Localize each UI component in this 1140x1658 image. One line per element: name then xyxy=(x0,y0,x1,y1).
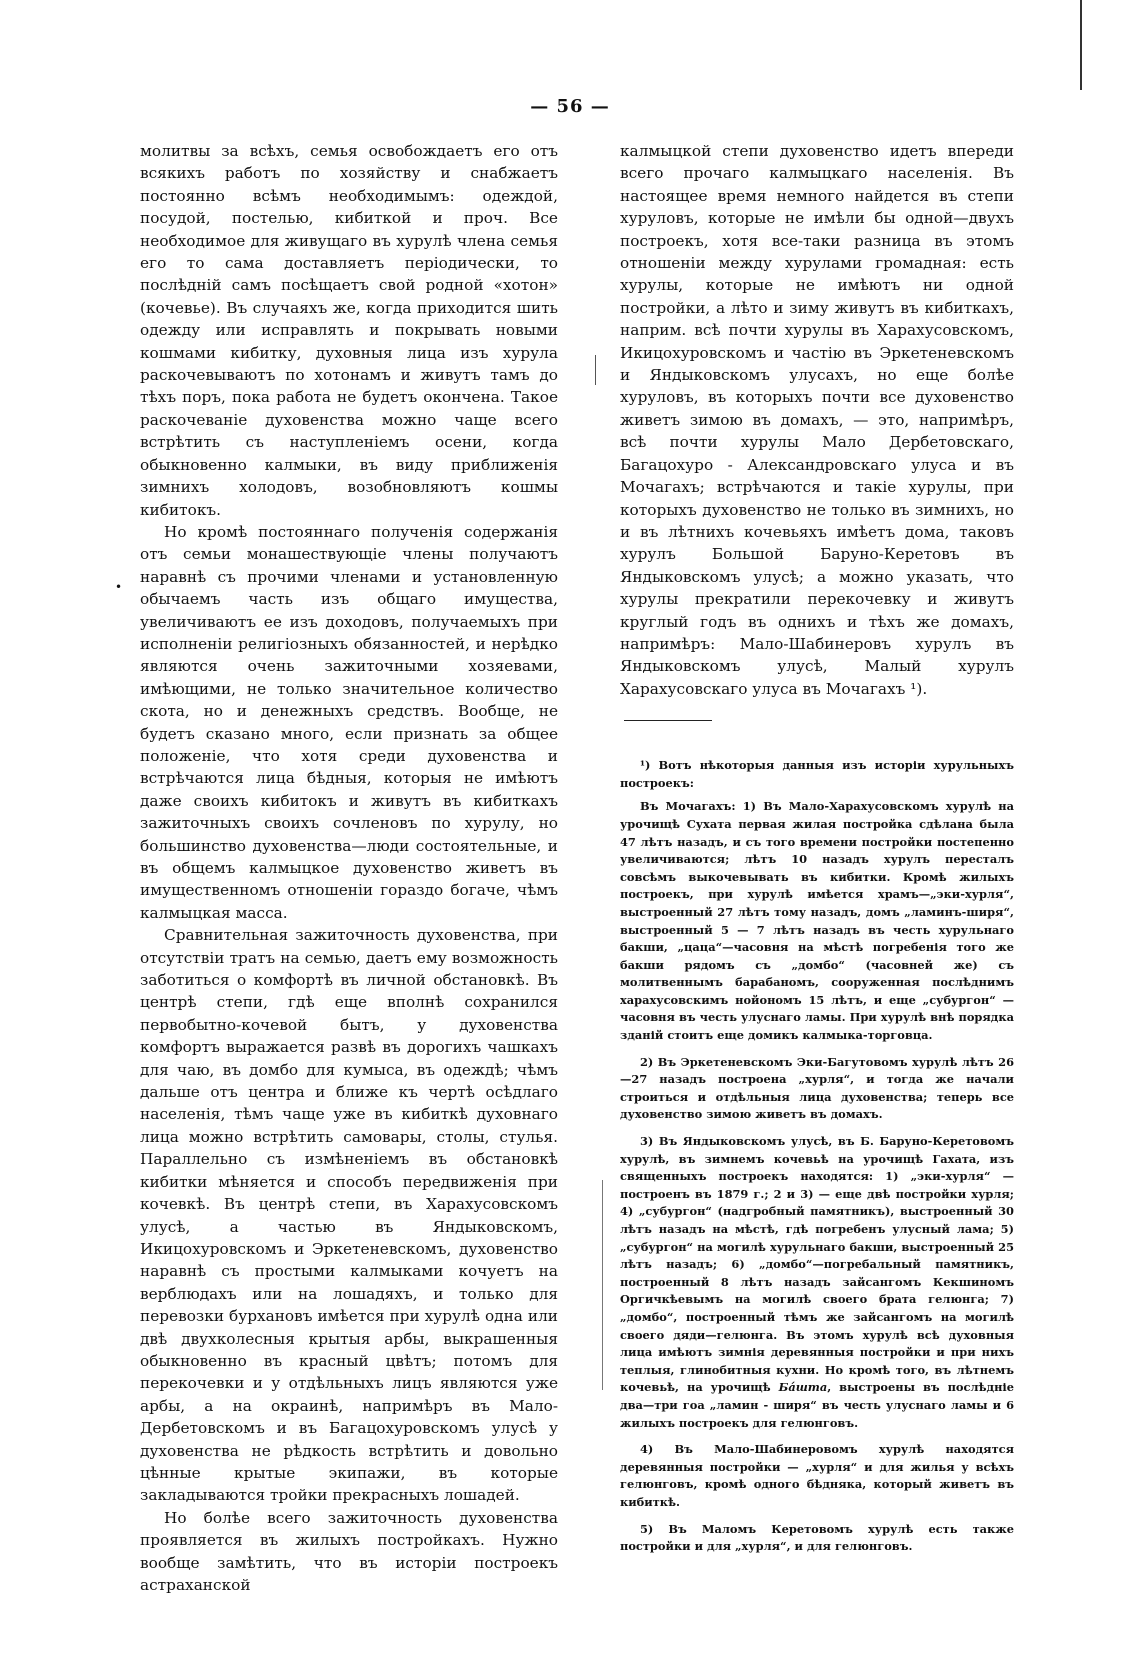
footnote-item: 2) Въ Эркетеневскомъ Эки-Багутовомъ хурулѣ лѣтъ 26—27 назадъ построена „хурля“, и тогда же начали строиться и отдѣльныя лица духовенства; теперь все духовенство зимою живетъ въ домахъ. xyxy=(620,1054,1014,1122)
margin-dot: • xyxy=(115,580,123,594)
footnote-item: 4) Въ Мало-Шабинеровомъ хурулѣ находятся деревянныя постройки — „хурля“ и для жилья у всѣхъ гелюнговъ, кромѣ одного бѣдняка, который живетъ въ кибиткѣ. xyxy=(620,1442,1014,1509)
paragraph: Но кромѣ постояннаго полученія содержанія отъ семьи монашествующіе члены получаютъ наравнѣ съ прочими членами и установленную обычаемъ часть изъ общаго имущества, увеличиваютъ ее изъ доходовъ, получаемыхъ при исполненіи религіозныхъ обязанностей, и нерѣдко являются очень зажиточными хозяевами, имѣющими, не только значительное количество скота, но и денежныхъ средствъ. Вообще, не будетъ сказано много, если признать за общее положеніе, что хотя среди духовенства и встрѣчаются лица бѣдныя, которыя не имѣютъ даже своихъ кибитокъ и живутъ въ кибиткахъ зажиточныхъ своихъ сочленовъ по хурулу, но большинство духовенства—люди состоятельные, и въ общемъ калмыцкое духовенство живетъ въ имущественномъ отношеніи гораздо богаче, чѣмъ калмыцкая масса. xyxy=(140,522,558,922)
footnote-intro: ¹) Вотъ нѣкоторыя данныя изъ исторіи хурульныхъ построекъ: xyxy=(620,758,1014,790)
paragraph-text: калмыцкой степи духовенство идетъ впереди всего прочаго калмыцкаго населенія. Въ настоящее время немного найдется въ степи хуруловъ, которые не имѣли бы одной—двухъ построекъ, хотя все-таки разница въ этомъ отношеніи между хурулами громадная: есть хурулы, которые не имѣютъ ни одной постройки, а лѣто и зиму живутъ въ кибиткахъ, наприм. всѣ почти хурулы въ Харахусовскомъ, Икицохуровскомъ и частію въ Эркетеневскомъ и Яндыковскомъ улусахъ, но еще болѣе хуруловъ, въ которыхъ почти все духовенство живетъ зимою въ домахъ, — это, напримѣръ, всѣ почти хурулы Мало Дербетовскаго, Багацохуро - Александровскаго улуса и въ Мочагахъ; встрѣчаются и такіе хурулы, при которыхъ духовенство не только въ зимнихъ, но и въ лѣтнихъ кочевьяхъ имѣетъ дома, таковъ хурулъ Большой Баруно-Керетовъ въ Яндыковскомъ улусѣ; а можно указать, что хурулы прекратили перекочевку и живутъ круглый годъ въ одниxъ и тѣхъ же домахъ, напримѣръ: Мало-Шабинеровъ хурулъ въ Яндыковскомъ улусѣ, Малый хурулъ Харахусовскаго улуса въ Мочагахъ xyxy=(620,142,1014,698)
scan-margin-mark xyxy=(602,1180,603,1390)
place-name-italic: Бáшта xyxy=(778,1380,828,1395)
right-column xyxy=(620,140,1014,1565)
left-text xyxy=(140,140,558,1596)
footnotes xyxy=(620,757,1014,1556)
footnote-text: 3) Въ Яндыковскомъ улусѣ, въ Б. Баруно-Керетовомъ хурулѣ, въ зимнемъ кочевьѣ на урочищѣ Гахата, изъ священныхъ построекъ находятся: 1) „эки-хурля“ — построенъ въ 1879 г.; 2 и 3) — еще двѣ постройки хурля; 4) „субургон“ (надгробный памятникъ), выстроенный 30 лѣтъ назадъ на мѣстѣ, гдѣ погребенъ улусный лама; 5) „субургон“ на могилѣ хурульнаго бакши, выстроенный 25 лѣтъ назадъ; 6) „домбо“—погребальный памятникъ, построенный 8 лѣтъ назадъ зайсангомъ Кекшиномъ Оргичкѣевымъ на могилѣ своего брата гелюнга; 7) „домбо“, построенный тѣмъ же зайсангомъ на могилѣ своего дяди—гелюнга. Въ этомъ хурулѣ всѣ духовныя лица имѣютъ зимнія деревянныя постройки и при нихъ теплыя, глинобитныя кухни. Но кромѣ того, въ лѣтнемъ кочевьѣ, на урочищѣ xyxy=(620,1134,1014,1395)
footnote-text: , выстроены въ послѣдніе два—три гоа „ламин - шиpя“ въ честь улуснаго ламы и 6 жилыхъ построекъ для гелюнговъ. xyxy=(620,1380,1015,1430)
left-column xyxy=(140,140,558,1596)
paragraph: Но болѣе всего зажиточность духовенства проявляется въ жилыхъ постройкахъ. Нужно вообще замѣтить, что въ исторіи построекъ астраханской xyxy=(140,1508,558,1594)
scan-edge-bar xyxy=(1080,0,1082,90)
paragraph: молитвы за всѣхъ, семья освобождаетъ его отъ всякихъ работъ по хозяйству и снабжаетъ постоянно всѣмъ необходимымъ: одеждой, посудой, постелью, кибиткой и проч. Все необходимое для живущаго въ хурулѣ члена семья его то сама доставляетъ періодически, то послѣдній самъ посѣщаетъ свой родной «хотон» (кочевье). Въ случаяхъ же, когда приходится шить одежду или исправлять и покрывать новыми кошмами кибитку, духовныя лица изъ хурула раскочевываютъ по хотонамъ и живутъ тамъ до тѣхъ поръ, пока работа не будетъ окончена. Такое раскочеваніе духовенства можно чаще всего встрѣтить съ наступленіемъ осени, когда обыкновенно калмыки, въ виду приближенія зимнихъ холодовъ, возобновляютъ кошмы кибитокъ. xyxy=(140,142,558,519)
page-number: — 56 — xyxy=(530,96,610,117)
footnote-item: Въ Мочагахъ: 1) Въ Мало-Харахусовскомъ хурулѣ на урочищѣ Сухата первая жилая постройка сдѣлана была 47 лѣтъ назадъ, и съ того времени постройки постепенно увеличиваются; лѣтъ 10 назадъ хурулъ пересталъ совсѣмъ выкочевывать въ кибитки. Кромѣ жилыхъ построекъ, при хурулѣ имѣется храмъ—„эки-хурля“, выстроенный 27 лѣтъ тому назадъ, домъ „ламинъ-ширя“, выстроенный 5 — 7 лѣтъ назадъ въ честь хурульнаго бакши, „цаца“—часовня на мѣстѣ погребенія того же бакши рядомъ съ „домбо“ (часовней же) съ молитвеннымъ барабаномъ, сооруженная послѣднимъ харахусовскимъ нойономъ 15 лѣтъ, и еще „субургон“ — часовня въ честь улуснаго ламы. При хурулѣ внѣ порядка зданій стоитъ еще домикъ калмыка-торговца. xyxy=(620,799,1014,1043)
paragraph: Сравнительная зажиточность духовенства, при отсутствіи тратъ на семью, даетъ ему возможность заботиться о комфортѣ въ личной обстановкѣ. Въ центрѣ степи, гдѣ еще вполнѣ сохранился первобытно-кочевой бытъ, у духовенства комфортъ выражается развѣ въ дорогихъ чашкахъ для чаю, въ домбо для кумыса, въ одеждѣ; чѣмъ дальше отъ центра и ближе къ чертѣ осѣдлаго населенія, тѣмъ чаще уже въ кибиткѣ духовнаго лица можно встрѣтить самовары, столы, стулья. Параллельно съ измѣненіемъ въ обстановкѣ кибитки мѣняется и способъ передвиженія при кочевкѣ. Въ центрѣ степи, въ Харахусовскомъ улусѣ, а частью въ Яндыковскомъ, Икицохуровскомъ и Эркетеневскомъ, духовенство наравнѣ съ простыми калмыками кочуетъ на верблюдахъ или на лошадяхъ, и только для перевозки бурхановъ имѣется при хурулѣ одна или двѣ двухколесныя крытыя арбы, выкрашенныя обыкновенно въ красный цвѣтъ; потомъ для перекочевки и у отдѣльныхъ лицъ являются уже арбы, а на окраинѣ, напримѣръ въ Мало-Дербетовскомъ и въ Багацохуровскомъ улусѣ у духовенства не рѣдкость встрѣтить и довольно цѣнные крытые экипажи, въ которые закладываются тройки прекрасныхъ лошадей. xyxy=(140,926,558,1505)
footnote-divider xyxy=(624,720,712,721)
right-text xyxy=(620,140,1014,700)
footnote-item: 5) Въ Маломъ Керетовомъ хурулѣ есть также постройки и для „хурля“, и для гелюнговъ. xyxy=(620,1521,1014,1554)
footnote-reference: ¹). xyxy=(910,679,928,698)
scan-margin-mark xyxy=(595,355,596,385)
footnote-item xyxy=(620,1133,1014,1432)
paragraph xyxy=(620,140,1014,700)
